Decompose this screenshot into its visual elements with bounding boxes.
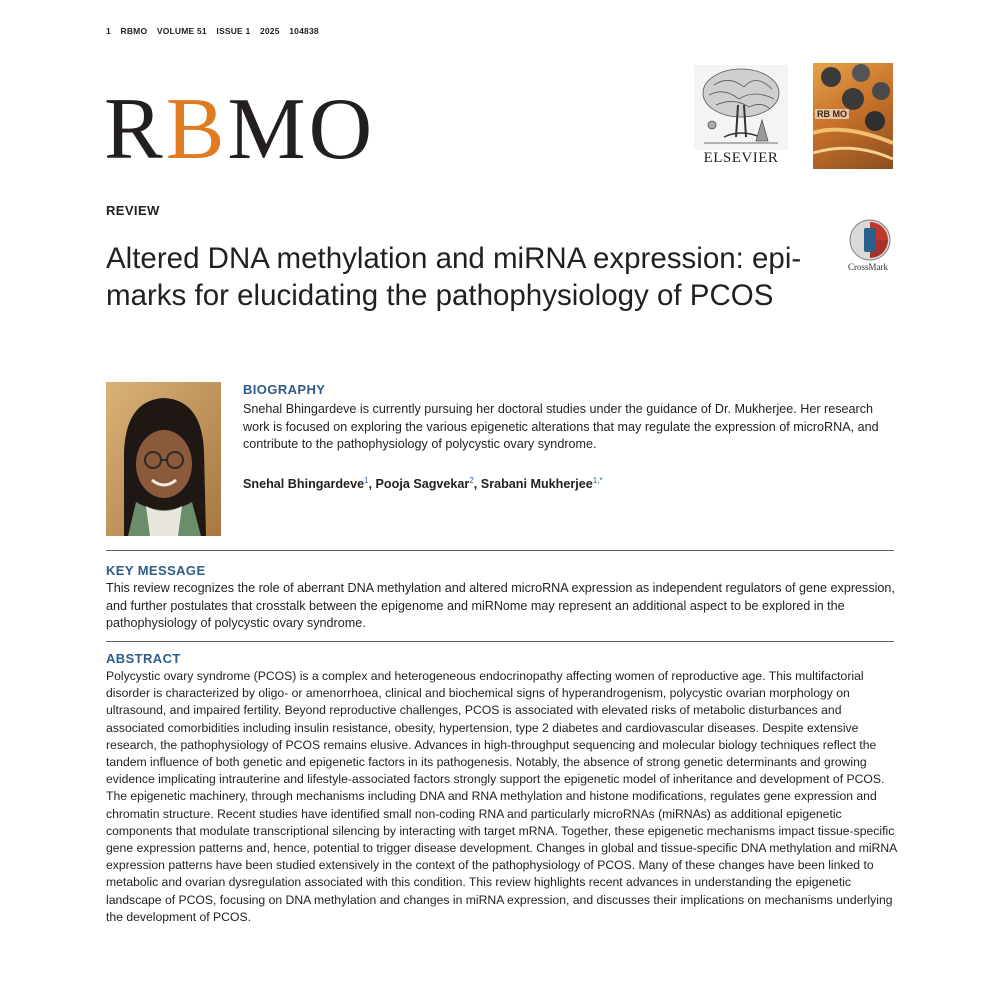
article-type: REVIEW	[106, 203, 160, 218]
author-list: Snehal Bhingardeve$^1$, Pooja Sagvekar$^2$, Srabani Mukherjee$^{1,*}$	[243, 476, 603, 492]
crossmark-label: CrossMark	[848, 262, 888, 272]
author-name[interactable]: Pooja Sagvekar	[375, 477, 470, 492]
volume: VOLUME 51	[156, 26, 207, 36]
section-divider	[106, 550, 894, 551]
article-title: Altered DNA methylation and miRNA expression: epi-marks for elucidating the pathophysiology of PCOS	[106, 242, 802, 312]
publisher-name: ELSEVIER	[703, 150, 779, 166]
biography-text: Snehal Bhingardeve is currently pursuing her doctoral studies under the guidance of Dr. Mukherjee. Her research work is focused on exploring the various epigenetic alterations that may regulate the expression of microRNA, and contribute to the pathophysiology of polycystic ovary syndrome.	[243, 402, 879, 451]
author-affiliation[interactable]: 1,*	[592, 476, 603, 485]
key-message-text: This review recognizes the role of aberrant DNA methylation and altered microRNA expression as independent regulators of gene expression, and further postulates that crosstalk between the epigenome and miRNome may represent an additional aspect to be explored in the pathophysiology of polycystic ovary syndrome.	[106, 581, 895, 630]
article-id: 104838	[289, 26, 319, 36]
author-photo	[106, 382, 221, 536]
journal-abbrev: RBMO	[120, 26, 148, 36]
author-affiliation[interactable]: 1	[364, 476, 369, 485]
issue: ISSUE 1	[216, 26, 251, 36]
author-affiliation[interactable]: 2	[469, 476, 474, 485]
running-header	[106, 26, 326, 36]
section-divider	[106, 641, 894, 642]
abstract-heading: ABSTRACT	[106, 651, 181, 666]
author-name[interactable]: Snehal Bhingardeve	[243, 477, 365, 492]
year: 2025	[259, 26, 280, 36]
biography-heading: BIOGRAPHY	[243, 382, 326, 397]
abstract-text: Polycystic ovary syndrome (PCOS) is a complex and heterogeneous endocrinopathy affecting women of reproductive age. This multifactorial disorder is characterized by oligo- or amenorrhoea, clinical and biochemical signs of hyperandrogenism, polycystic ovarian morphology on ultrasound, and impaired fertility. Beyond reproductive challenges, PCOS is associated with elevated risks of metabolic disturbances and associated comorbidities including insulin resistance, obesity, hypertension, type 2 diabetes and cardiovascular diseases. Despite extensive research, the pathophysiology of PCOS remains elusive. Advances in high-throughput sequencing and molecular biology techniques reflect the tandem influence of both genetic and epigenetic factors in its pathogenesis. Notably, the absence of strong genetic determinants and growing evidence implicating intrauterine and lifestyle-associated factors strongly support the epigenetic model of inheritance and development of PCOS. The epigenetic machinery, through mechanisms including DNA and RNA methylation and histone modifications, regulates gene expression and chromatin structure. Recent studies have identified small non-coding RNA and particularly microRNAs (miRNAs) as additional epigenetic components that modulate transcriptional silencing by interacting with target mRNA. Together, these epigenetic mechanisms impact tissue-specific gene expression patterns and, hence, potential to trigger disease development. Changes in global and tissue-specific DNA methylation and miRNA expression patterns have been studied extensively in the context of the pathophysiology of PCOS. Many of these changes have been linked to metabolic and ovarian dysregulation associated with this condition. This review highlights recent advances in understanding the epigenetic landscape of PCOS, focusing on DNA methylation and changes in miRNA expression, and discusses their implications on mechanisms underlying the development of PCOS.	[106, 669, 897, 924]
cover-journal-label: RB MO	[817, 109, 847, 119]
journal-logo: RBMO	[104, 81, 376, 178]
key-message-heading: KEY MESSAGE	[106, 563, 206, 578]
page-number: 1	[106, 26, 111, 36]
author-name[interactable]: Srabani Mukherjee	[480, 477, 593, 492]
